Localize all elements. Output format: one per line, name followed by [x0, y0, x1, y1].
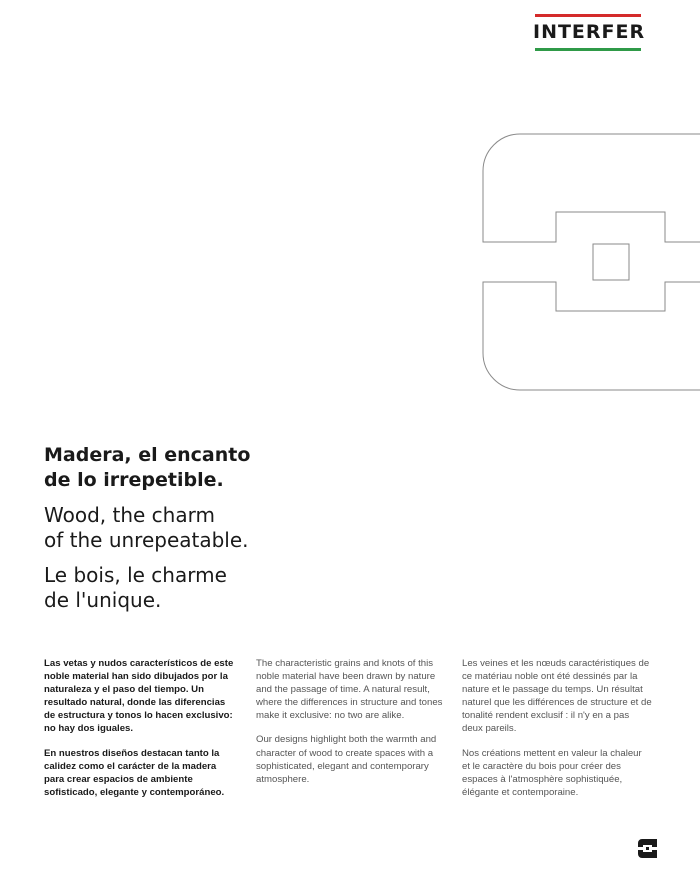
body-en-paragraph-2: Our designs highlight both the warmth and character of wood to create spaces with a sophisticated, elegant and contemporary atmosphere.: [256, 734, 437, 785]
interfer-logo: [533, 10, 646, 44]
body-column-fr: [462, 657, 652, 810]
body-column-en: [256, 657, 446, 797]
body-fr-paragraph-2: Nos créations mettent en valeur la chaleur et le caractère du bois pour créer des espaces à l'atmosphère sophistiquée, élégante et contemporaine.: [462, 747, 642, 798]
headline-en: Wood, the charm of the unrepeatable.: [44, 503, 249, 552]
logo-text: INTERFER: [533, 21, 646, 43]
interfer-emblem-outline-icon: [482, 133, 700, 391]
body-en-paragraph-1: The characteristic grains and knots of this noble material have been drawn by nature and the passage of time. A natural result, where the differences in structure and tones make it exclusive: no two are alike.: [256, 658, 443, 722]
headline-es: Madera, el encanto de lo irrepetible.: [44, 444, 251, 491]
body-fr-paragraph-1: Les veines et les nœuds caractéristiques de ce matériau noble ont été dessinés par la nature et le passage du temps. Un résultat naturel que les différences de structure et de tonalité rendent exclusif : il n'y en a pas deux pareils.: [462, 658, 652, 735]
headline-fr: Le bois, le charme de l'unique.: [44, 563, 227, 612]
interfer-emblem-icon: [638, 839, 657, 858]
body-es-paragraph-1: Las vetas y nudos característicos de este noble material han sido dibujados por la naturaleza y el paso del tiempo. Un resultado natural, donde las diferencias de estructura y tonos lo hacen exclusivo: no hay dos iguales.: [44, 658, 234, 735]
body-es-paragraph-2: En nuestros diseños destacan tanto la calidez como el carácter de la madera para crear espacios de ambiente sofisticado, elegante y contemporáneo.: [44, 747, 225, 798]
headline-block: [44, 443, 404, 623]
logo-red-bar: [535, 14, 641, 17]
logo-green-bar: [535, 48, 641, 51]
body-column-es: [44, 657, 234, 810]
